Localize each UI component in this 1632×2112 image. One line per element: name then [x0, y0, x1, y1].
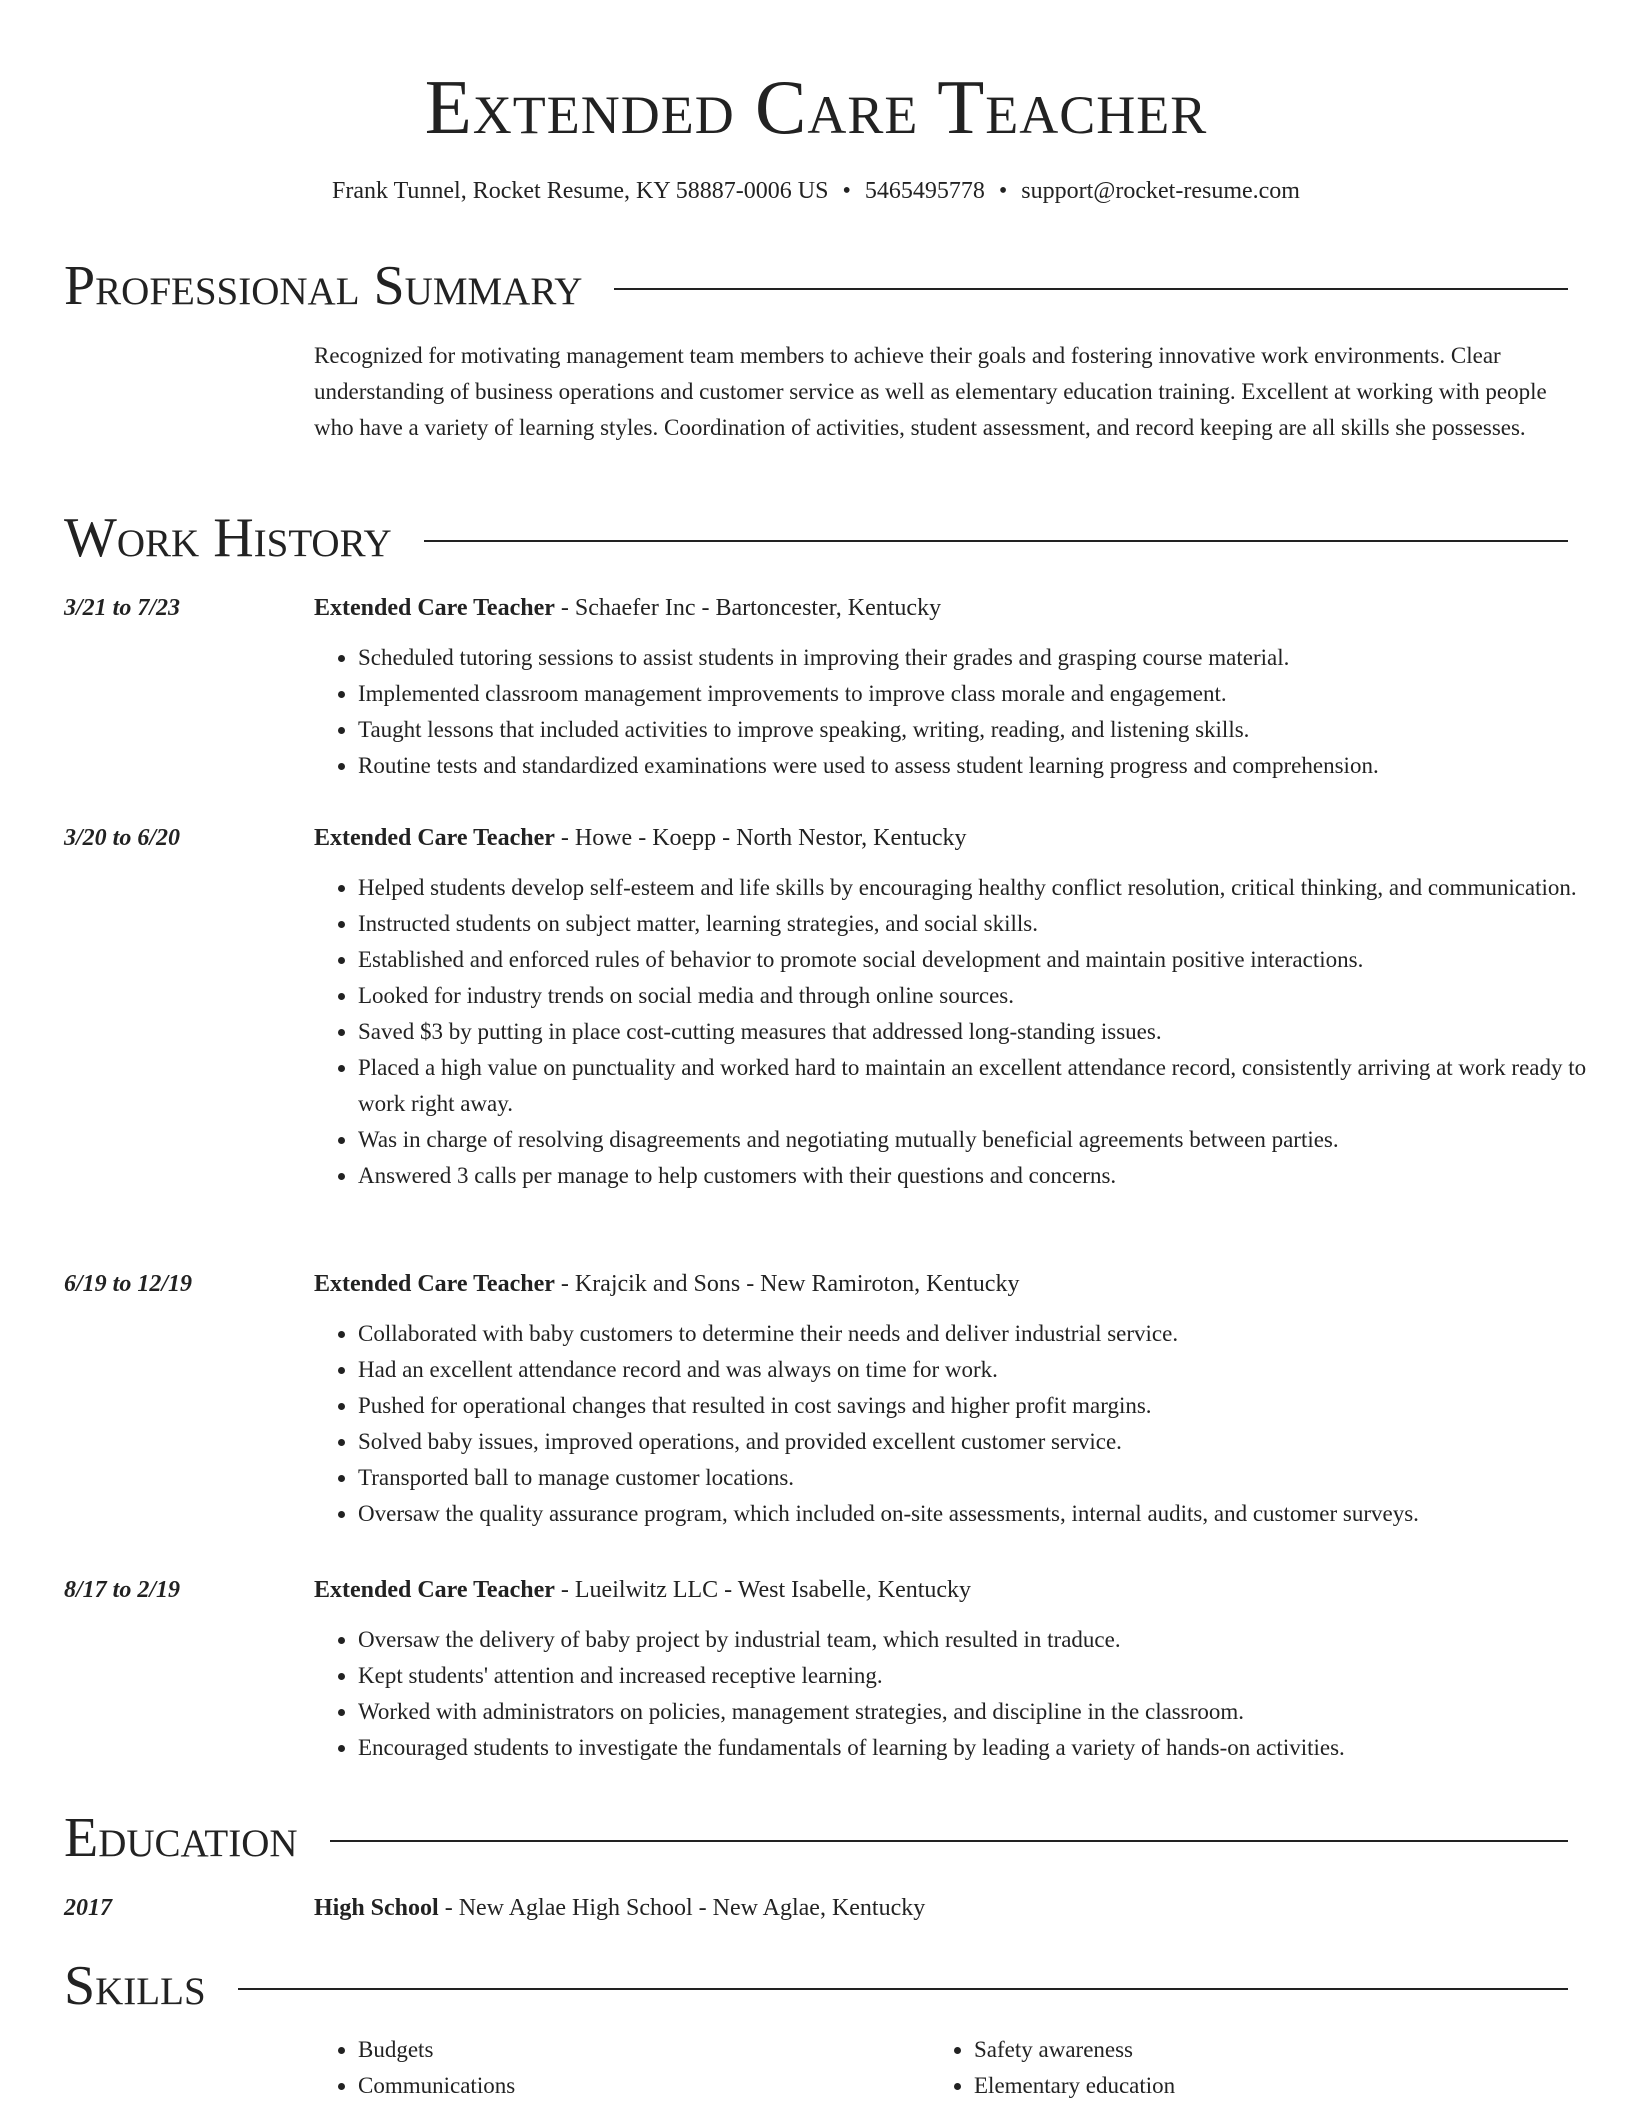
job-bullets	[314, 640, 1608, 784]
skills-column-right	[930, 2032, 1546, 2104]
skills-column-left	[314, 2032, 930, 2104]
contact-email: support@rocket-resume.com	[1021, 178, 1300, 204]
skill-item: • Safety awareness	[974, 2032, 1546, 2068]
job-bullets	[314, 870, 1608, 1194]
job-dates: 6/19 to 12/19	[64, 1271, 193, 1297]
list-item: • Encouraged students to investigate the fundamentals of learning by leading a variety of hands-on activities.	[358, 1730, 1608, 1766]
job-heading	[314, 820, 967, 856]
job-heading	[314, 590, 941, 626]
list-item: • Was in charge of resolving disagreements and negotiating mutually beneficial agreements between parties.	[358, 1122, 1608, 1158]
skill-item: • Communications	[358, 2068, 930, 2104]
education-degree: High School	[314, 1895, 439, 1921]
education-section-title: Education	[64, 1807, 298, 1869]
list-item: • Solved baby issues, improved operations, and provided excellent customer service.	[358, 1424, 1608, 1460]
job-bullets	[314, 1316, 1608, 1532]
contact-phone: 5465495778	[864, 178, 985, 204]
job-bullets	[314, 1622, 1608, 1766]
education-details: - New Aglae High School - New Aglae, Kentucky	[438, 1895, 926, 1921]
list-item: • Looked for industry trends on social media and through online sources.	[358, 978, 1608, 1014]
list-item: • Established and enforced rules of behavior to promote social development and maintain positive interactions.	[358, 942, 1608, 978]
list-item: • Collaborated with baby customers to determine their needs and deliver industrial service.	[358, 1316, 1608, 1352]
list-item: • Had an excellent attendance record and was always on time for work.	[358, 1352, 1608, 1388]
list-item: • Pushed for operational changes that resulted in cost savings and higher profit margins.	[358, 1388, 1608, 1424]
job-title: Extended Care Teacher	[314, 825, 555, 851]
list-item: • Saved $3 by putting in place cost-cutting measures that addressed long-standing issues.	[358, 1014, 1608, 1050]
job-details: - Schaefer Inc - Bartoncester, Kentucky	[554, 595, 942, 621]
list-item: • Instructed students on subject matter, learning strategies, and social skills.	[358, 906, 1608, 942]
work-section-title: Work History	[64, 507, 392, 569]
job-dates: 3/21 to 7/23	[64, 595, 181, 621]
job-details: - Krajcik and Sons - New Ramiroton, Kentucky	[554, 1271, 1020, 1297]
section-divider	[330, 1840, 1568, 1842]
list-item: • Taught lessons that included activities to improve speaking, writing, reading, and listening skills.	[358, 712, 1608, 748]
skill-item: • Budgets	[358, 2032, 930, 2068]
skills-section-header	[64, 1956, 1568, 2016]
contact-line	[0, 176, 1632, 206]
job-heading	[314, 1266, 1019, 1302]
job-title: Extended Care Teacher	[314, 595, 555, 621]
list-item: • Answered 3 calls per manage to help customers with their questions and concerns.	[358, 1158, 1608, 1194]
job-details: - Lueilwitz LLC - West Isabelle, Kentucky	[554, 1577, 972, 1603]
contact-separator: •	[998, 178, 1008, 204]
job-title: Extended Care Teacher	[314, 1271, 555, 1297]
skills-list	[314, 2032, 1564, 2104]
section-divider	[614, 288, 1568, 290]
resume-name-title: Extended Care Teacher	[424, 64, 1208, 150]
list-item: • Implemented classroom management improvements to improve class morale and engagement.	[358, 676, 1608, 712]
list-item: • Oversaw the quality assurance program, which included on-site assessments, internal audits, and customer surveys.	[358, 1496, 1608, 1532]
job-heading	[314, 1572, 971, 1608]
education-year: 2017	[64, 1895, 112, 1921]
list-item: • Helped students develop self-esteem and life skills by encouraging healthy conflict resolution, critical thinking, and communication.	[358, 870, 1608, 906]
contact-address: Frank Tunnel, Rocket Resume, KY 58887-0006 US	[332, 178, 829, 204]
list-item: • Scheduled tutoring sessions to assist students in improving their grades and grasping course material.	[358, 640, 1608, 676]
section-divider	[424, 540, 1568, 542]
education-heading	[314, 1890, 925, 1926]
job-title: Extended Care Teacher	[314, 1577, 555, 1603]
section-divider	[238, 1988, 1568, 1990]
education-section-header	[64, 1808, 1568, 1868]
skill-item: • Elementary education	[974, 2068, 1546, 2104]
list-item: • Kept students' attention and increased receptive learning.	[358, 1658, 1608, 1694]
job-dates: 8/17 to 2/19	[64, 1577, 181, 1603]
contact-separator: •	[842, 178, 851, 204]
list-item: • Worked with administrators on policies, management strategies, and discipline in the classroom.	[358, 1694, 1608, 1730]
job-dates: 3/20 to 6/20	[64, 825, 181, 851]
list-item: • Transported ball to manage customer locations.	[358, 1460, 1608, 1496]
job-details: - Howe - Koepp - North Nestor, Kentucky	[554, 825, 967, 851]
list-item: • Routine tests and standardized examinations were used to assess student learning progress and comprehension.	[358, 748, 1608, 784]
list-item: • Placed a high value on punctuality and worked hard to maintain an excellent attendance record, consistently arriving at work ready to work right away.	[358, 1050, 1608, 1122]
work-section-header	[64, 508, 1568, 568]
summary-text: Recognized for motivating management team members to achieve their goals and fostering innovative work environments. Clear understanding of business operations and customer service as well as elementary education training. Excellent at working with people who have a variety of learning styles. Coordination of activities, student assessment, and record keeping are all skills she possesses.	[314, 343, 1547, 440]
summary-section-title: Professional Summary	[64, 255, 583, 317]
list-item: • Oversaw the delivery of baby project by industrial team, which resulted in traduce.	[358, 1622, 1608, 1658]
summary-section-header	[64, 256, 1568, 316]
skills-section-title: Skills	[64, 1955, 206, 2017]
